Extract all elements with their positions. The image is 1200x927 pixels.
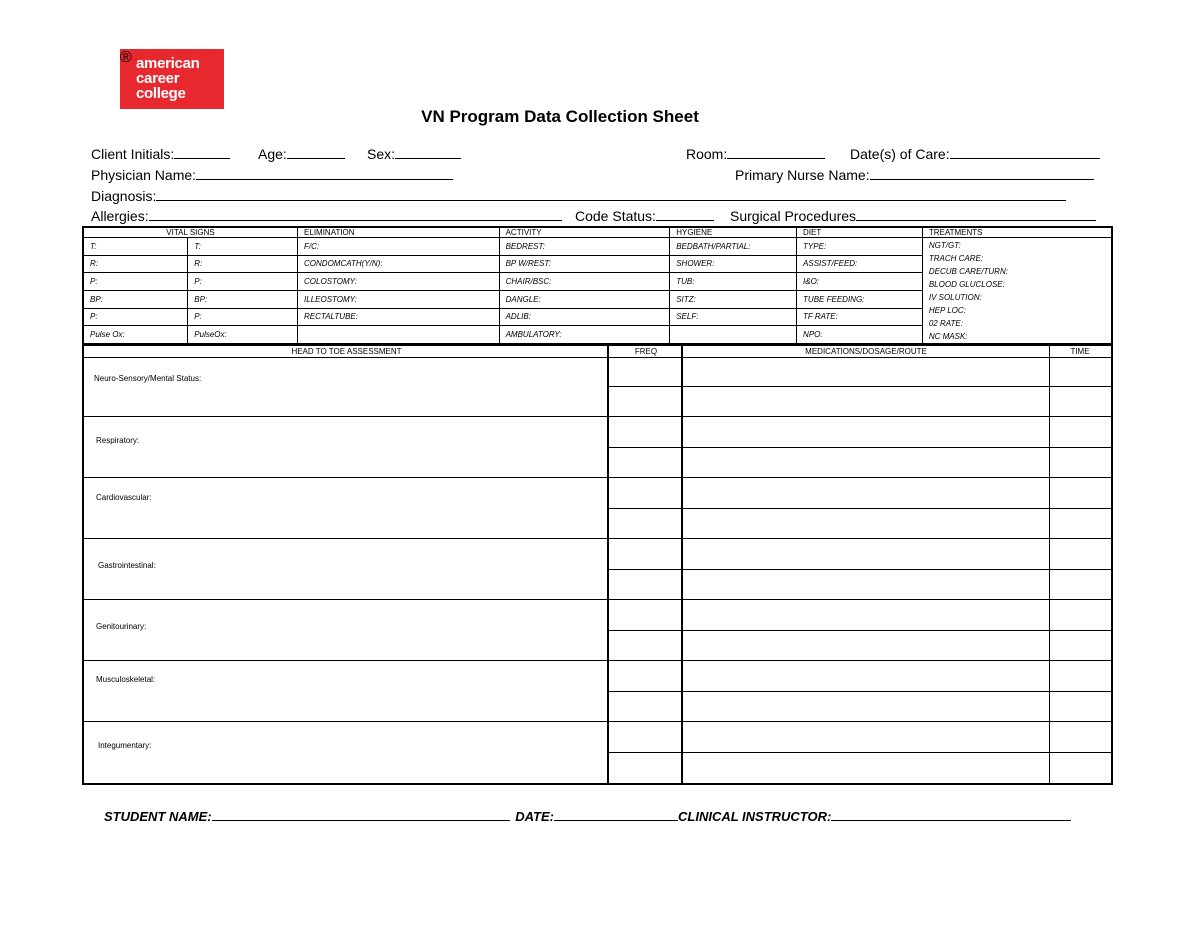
- freq-header: FREQ: [609, 346, 683, 358]
- student-name-label: STUDENT NAME:: [104, 809, 212, 824]
- diet-cell[interactable]: TF RATE:: [797, 308, 923, 326]
- activity-header: ACTIVITY: [499, 227, 670, 238]
- row-divider: [609, 447, 1111, 448]
- activity-cell[interactable]: ADLIB:: [499, 308, 670, 326]
- row-divider: [609, 569, 1111, 570]
- diet-cell[interactable]: NPO:: [797, 326, 923, 344]
- logo-text: american career college: [136, 55, 200, 102]
- elimination-cell[interactable]: COLOSTOMY:: [298, 273, 500, 291]
- hygiene-cell[interactable]: TUB:: [670, 273, 797, 291]
- age-field[interactable]: Age:: [258, 145, 345, 162]
- vital-cell[interactable]: R:: [83, 255, 188, 273]
- vital-cell[interactable]: BP:: [83, 290, 188, 308]
- college-logo: [120, 49, 224, 109]
- diet-cell[interactable]: I&O:: [797, 273, 923, 291]
- vital-cell[interactable]: BP:: [188, 290, 298, 308]
- elimination-cell[interactable]: CONDOMCATH(Y/N):: [298, 255, 500, 273]
- assessment-header: HEAD TO TOE ASSESSMENT: [84, 346, 609, 358]
- vital-cell[interactable]: T:: [83, 238, 188, 256]
- client-initials-field[interactable]: Client Initials:: [91, 145, 230, 162]
- hygiene-cell[interactable]: SELF:: [670, 308, 797, 326]
- clinical-instructor-line[interactable]: [831, 807, 1071, 821]
- clinical-instructor-label: CLINICAL INSTRUCTOR:: [678, 809, 832, 824]
- hygiene-cell[interactable]: BEDBATH/PARTIAL:: [670, 238, 797, 256]
- activity-cell[interactable]: BP W/REST:: [499, 255, 670, 273]
- physician-name-field[interactable]: Physician Name:: [91, 166, 453, 183]
- date-line[interactable]: [554, 807, 678, 821]
- treatments-header: TREATMENTS: [922, 227, 1112, 238]
- room-field[interactable]: Room:: [686, 145, 825, 162]
- integumentary-assessment-label[interactable]: Integumentary:: [98, 741, 152, 750]
- row-divider: [84, 477, 1111, 478]
- vital-cell[interactable]: P:: [83, 308, 188, 326]
- genitourinary-assessment-label[interactable]: Genitourinary:: [96, 622, 147, 631]
- date-label: DATE:: [515, 809, 554, 824]
- vital-signs-header: VITAL SIGNS: [83, 227, 298, 238]
- allergies-field[interactable]: Allergies:: [91, 207, 562, 224]
- row-divider: [609, 691, 1111, 692]
- diagnosis-field[interactable]: Diagnosis:: [91, 187, 1066, 204]
- vital-cell[interactable]: PulseOx:: [188, 326, 298, 344]
- hygiene-cell[interactable]: [670, 326, 797, 344]
- column-divider: [607, 346, 609, 783]
- signature-footer: [104, 807, 1071, 824]
- diet-cell[interactable]: TUBE FEEDING:: [797, 290, 923, 308]
- row-divider: [84, 599, 1111, 600]
- elimination-cell[interactable]: [298, 326, 500, 344]
- hygiene-header: HYGIENE: [670, 227, 797, 238]
- diet-cell[interactable]: ASSIST/FEED:: [797, 255, 923, 273]
- activity-cell[interactable]: DANGLE:: [499, 290, 670, 308]
- vital-cell[interactable]: P:: [188, 308, 298, 326]
- elimination-cell[interactable]: RECTALTUBE:: [298, 308, 500, 326]
- row-divider: [84, 660, 1111, 661]
- student-name-line[interactable]: [212, 807, 510, 821]
- page-title: VN Program Data Collection Sheet: [421, 107, 699, 126]
- row-divider: [609, 752, 1111, 753]
- diet-header: DIET: [797, 227, 923, 238]
- care-table: [82, 226, 1113, 345]
- vital-cell[interactable]: Pulse Ox:: [83, 326, 188, 344]
- row-divider: [609, 508, 1111, 509]
- hygiene-cell[interactable]: SHOWER:: [670, 255, 797, 273]
- diet-cell[interactable]: TYPE:: [797, 238, 923, 256]
- vital-cell[interactable]: P:: [188, 273, 298, 291]
- assessment-grid: [82, 344, 1113, 785]
- row-divider: [84, 721, 1111, 722]
- row-divider: [609, 386, 1111, 387]
- vital-cell[interactable]: P:: [83, 273, 188, 291]
- row-divider: [609, 630, 1111, 631]
- elimination-header: ELIMINATION: [298, 227, 500, 238]
- time-header: TIME: [1049, 346, 1111, 358]
- primary-nurse-field[interactable]: Primary Nurse Name:: [735, 166, 1094, 183]
- code-status-field[interactable]: Code Status:: [575, 207, 714, 224]
- surgical-procedures-field[interactable]: Surgical Procedures: [730, 207, 1096, 224]
- musculoskeletal-assessment-label[interactable]: Musculoskeletal:: [96, 675, 156, 684]
- column-divider: [1049, 346, 1050, 783]
- hygiene-cell[interactable]: SITZ:: [670, 290, 797, 308]
- sex-field[interactable]: Sex:: [367, 145, 461, 162]
- registered-mark: ®: [120, 49, 132, 66]
- vital-cell[interactable]: T:: [188, 238, 298, 256]
- cardiovascular-assessment-label[interactable]: Cardiovascular:: [96, 493, 152, 502]
- row-divider: [84, 416, 1111, 417]
- elimination-cell[interactable]: F/C:: [298, 238, 500, 256]
- activity-cell[interactable]: CHAIR/BSC:: [499, 273, 670, 291]
- elimination-cell[interactable]: ILLEOSTOMY:: [298, 290, 500, 308]
- activity-cell[interactable]: BEDREST:: [499, 238, 670, 256]
- gastrointestinal-assessment-label[interactable]: Gastrointestinal:: [98, 561, 156, 570]
- vital-cell[interactable]: R:: [188, 255, 298, 273]
- activity-cell[interactable]: AMBULATORY:: [499, 326, 670, 344]
- column-divider: [681, 346, 683, 783]
- medications-header: MEDICATIONS/DOSAGE/ROUTE: [683, 346, 1049, 358]
- neuro-assessment-label[interactable]: Neuro-Sensory/Mental Status:: [94, 374, 202, 383]
- dates-of-care-field[interactable]: Date(s) of Care:: [850, 145, 1100, 162]
- treatments-cell[interactable]: NGT/GT: TRACH CARE: DECUB CARE/TURN: BLOOD GLUCLOSE: IV SOLUTION: HEP LOC: 02 RATE: NC MASK:: [922, 238, 1112, 345]
- respiratory-assessment-label[interactable]: Respiratory:: [96, 436, 140, 445]
- row-divider: [84, 538, 1111, 539]
